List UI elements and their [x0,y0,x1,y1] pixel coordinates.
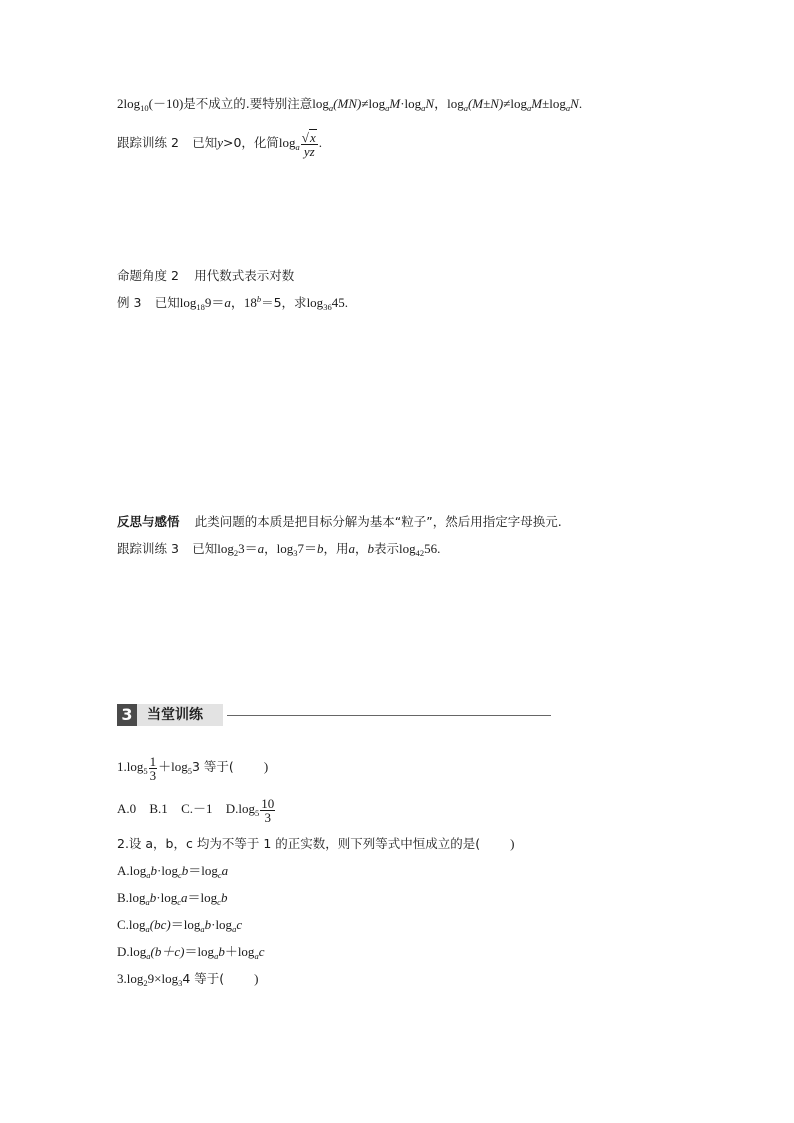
question-2-option-d: $D.\log_a(b+c)=\log_ab+\log_ac$ [117,944,265,961]
question-1-options [117,794,276,824]
track-label: 跟踪训练 2 [117,135,179,150]
question-2-option-b: $B.\log_ab\cdot\log_ca=\log_cb$ [117,890,228,907]
section-header [117,704,437,726]
fraction: $\frac{10}{3}$ [261,795,275,825]
example-3: 例 3 已知$\log_{18}9=a$，$18^b=5$，求$\log_{36}45$. [117,294,348,312]
reflection: 反思与感悟 此类问题的本质是把目标分解为基本“粒子”，然后用指定字母换元. [117,514,562,529]
fraction: $\frac{√x}{yz}$ [301,129,316,159]
question-2: 2.设 a，b，c 均为不等于 1 的正实数，则下列等式中恒成立的是( ) [117,836,515,851]
section-title: 当堂训练 [137,704,223,726]
question-3: $3.\log_29\times\log_34$ 等于( ) [117,971,259,988]
option-c: C.－1 [181,801,213,816]
question-2-option-a: $A.\log_ab\cdot\log_cb=\log_ca$ [117,863,229,880]
option-b: B.1 [149,801,168,816]
section-divider [227,715,551,716]
topic-angle-2: 命题角度 2 用代数式表示对数 [117,268,295,283]
option-a: A.0 [117,801,137,816]
question-2-option-c: $C.\log_a(bc)=\log_ab\cdot\log_ac$ [117,917,243,934]
option-d: $D.\log_5$ $\frac{10}{3}$ [225,795,275,825]
track-training-2: 跟踪训练 2 已知y>0，化简$\log_a$ $\frac{√x}{yz}$ . [117,129,322,159]
question-1: $1.\log_5$ $\frac{1}{3}$ $+\log_53$ 等于( ) [117,753,269,783]
carryover-note: $2\log_{10}(-10)$是不成立的.要特别注意$\log_a(MN)\ne\log_aM\cdot\log_aN$，$\log_a(M\pm N)\ne\log_aM\pm\log_aN$. [117,96,583,113]
section-number: 3 [117,704,137,726]
track-training-3: 跟踪训练 3 已知$\log_23=a$，$\log_37=b$，用a，b表示$\log_{42}56$. [117,541,441,558]
fraction: $\frac{1}{3}$ [149,753,157,783]
